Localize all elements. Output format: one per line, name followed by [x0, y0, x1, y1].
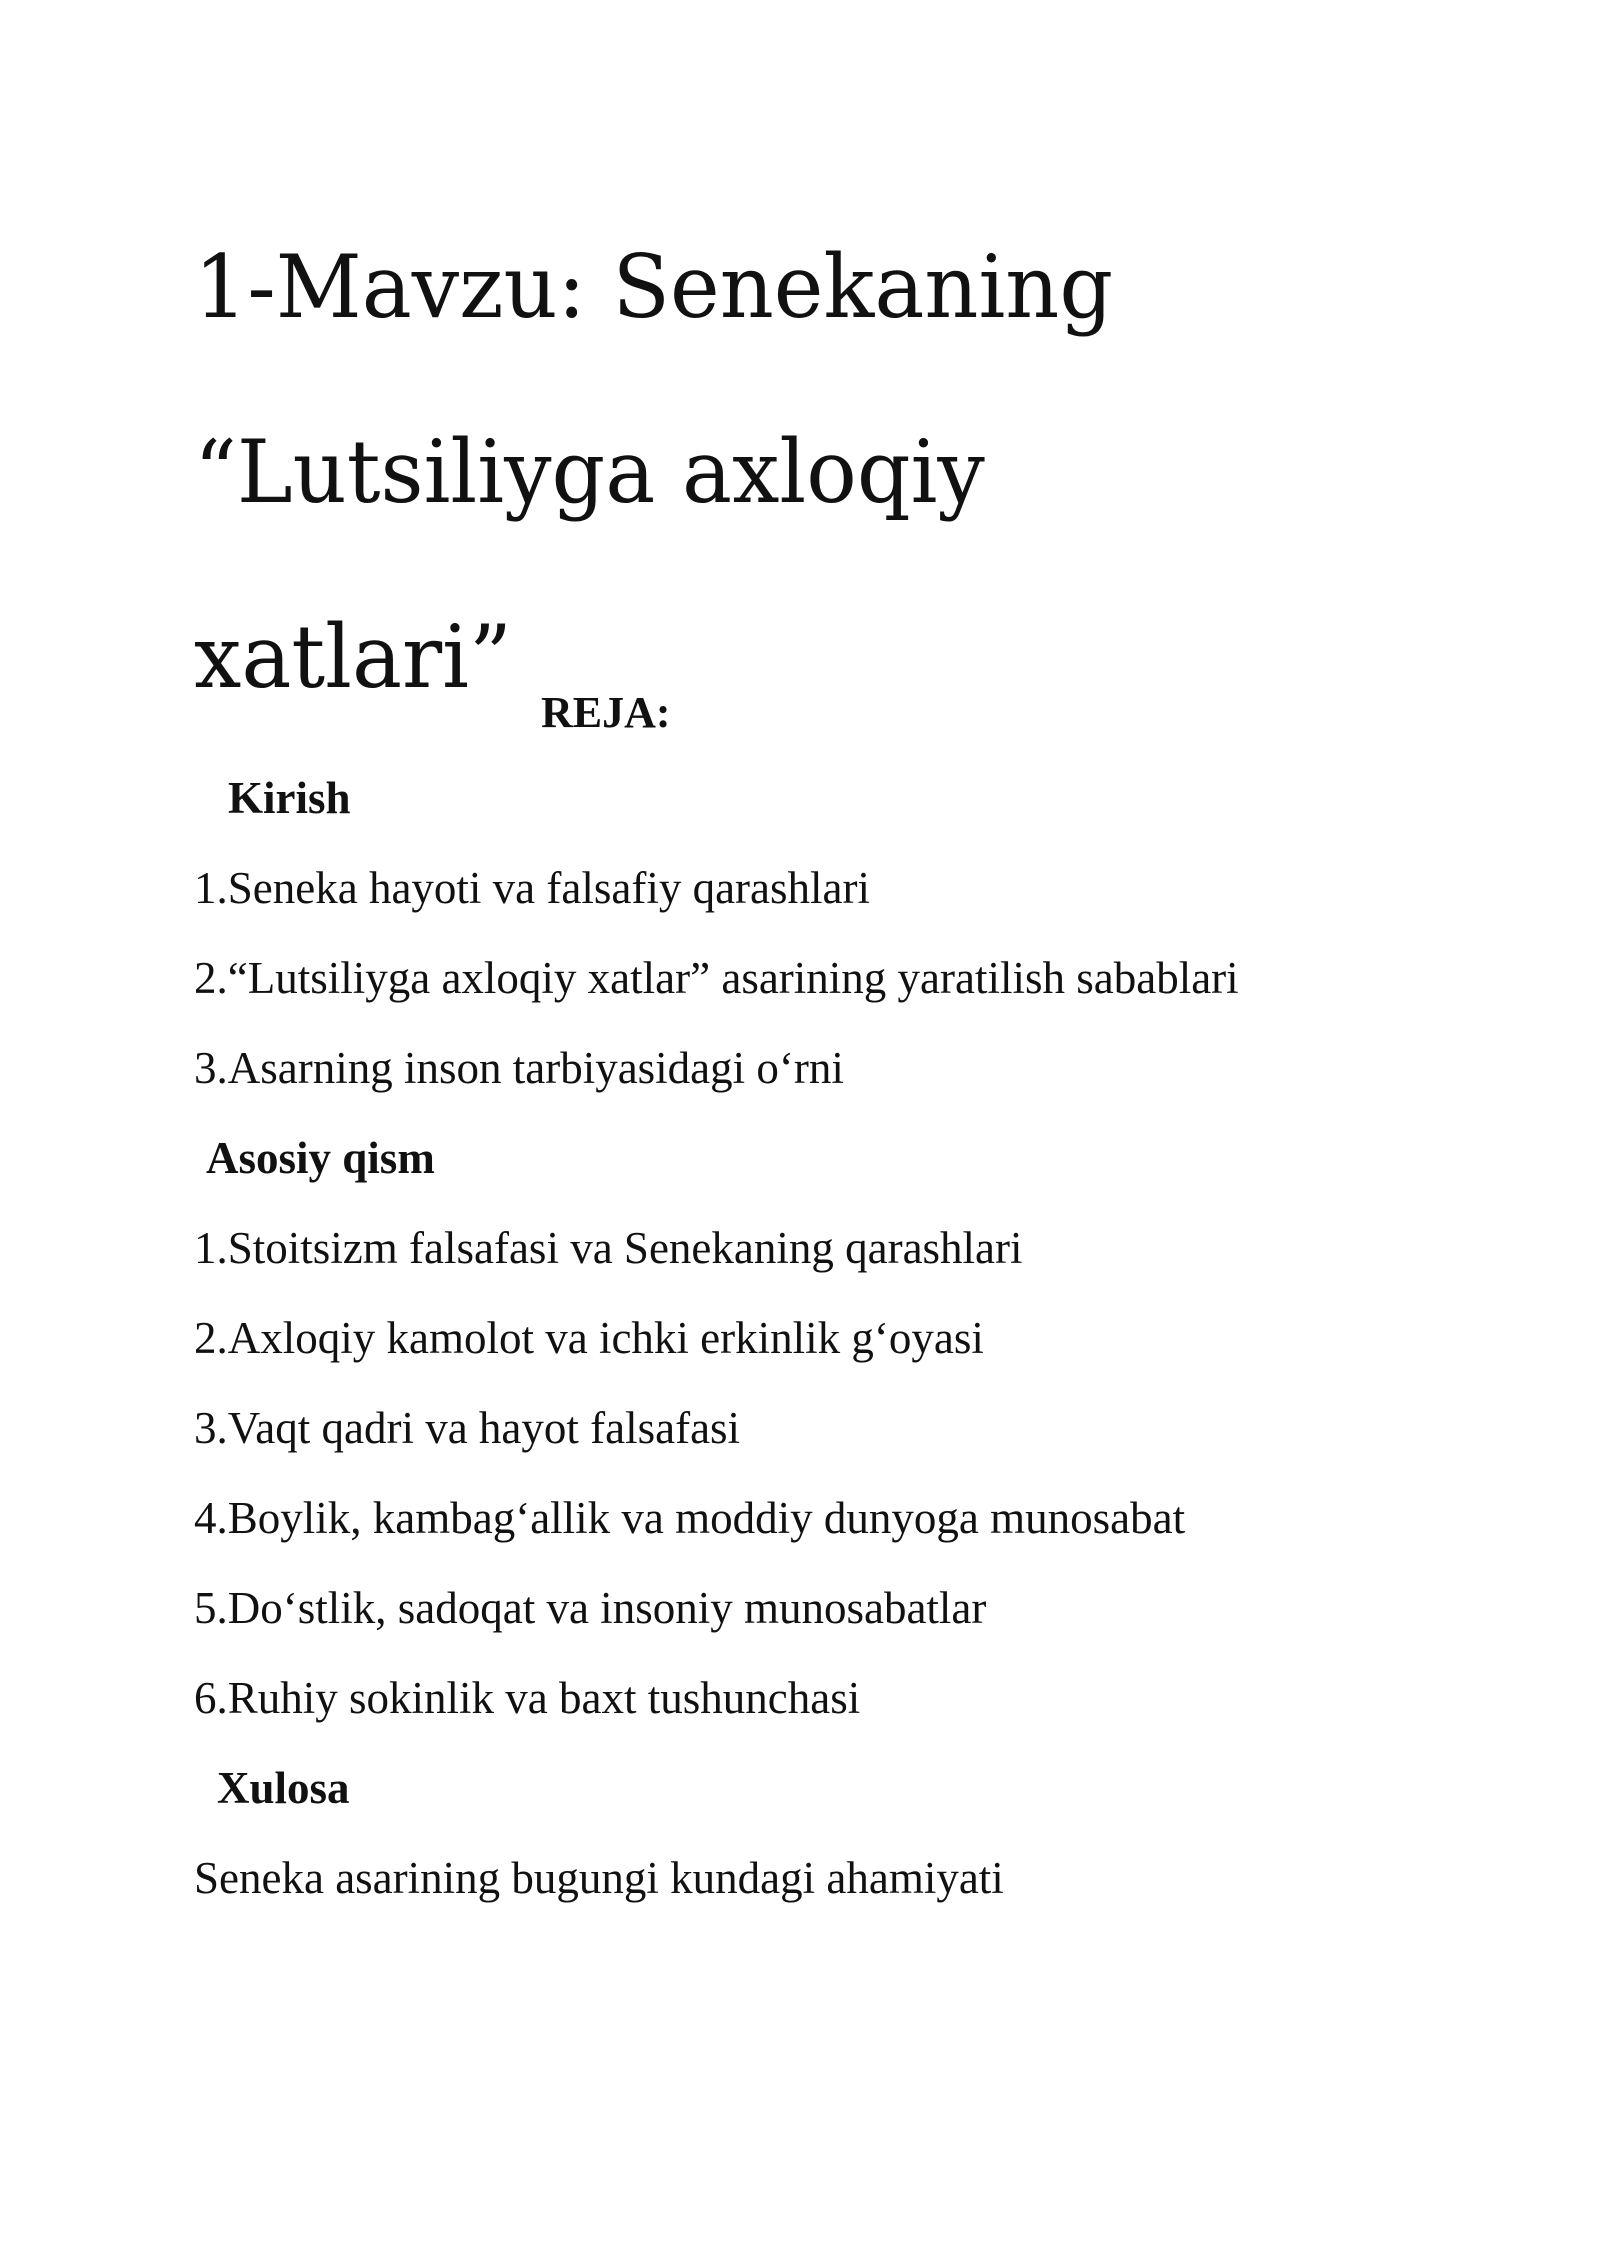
plan-item: 2.Axloqiy kamolot va ichki erkinlik g‘oyasi: [194, 1313, 984, 1363]
title-line: “Lutsiliyga axloqiy: [194, 421, 985, 523]
title-line: 1-Mavzu: Senekaning: [194, 236, 1114, 338]
section-heading-conclusion: Xulosa: [217, 1763, 350, 1813]
plan-item: 1.Stoitsizm falsafasi va Senekaning qarashlari: [194, 1223, 1023, 1273]
section-heading-main: Asosiy qism: [206, 1133, 435, 1183]
page-title: [194, 195, 1444, 750]
plan-label: REJA:: [541, 688, 671, 737]
plan-item: Seneka asarining bugungi kundagi ahamiyati: [194, 1853, 1004, 1903]
section-heading-intro: Kirish: [228, 773, 351, 823]
plan-item: 3.Asarning inson tarbiyasidagi o‘rni: [194, 1043, 844, 1093]
plan-item: 1.Seneka hayoti va falsafiy qarashlari: [194, 863, 870, 913]
plan-item: 3.Vaqt qadri va hayot falsafasi: [194, 1403, 741, 1453]
plan-item: 4.Boylik, kambag‘allik va moddiy dunyoga munosabat: [194, 1493, 1186, 1543]
plan-item: 5.Do‘stlik, sadoqat va insoniy munosabatlar: [194, 1583, 987, 1633]
plan-item: 2.“Lutsiliyga axloqiy xatlar” asarining yaratilish sabablari: [194, 953, 1239, 1003]
plan-item: 6.Ruhiy sokinlik va baxt tushunchasi: [194, 1673, 861, 1723]
title-line: xatlari”: [194, 606, 512, 708]
